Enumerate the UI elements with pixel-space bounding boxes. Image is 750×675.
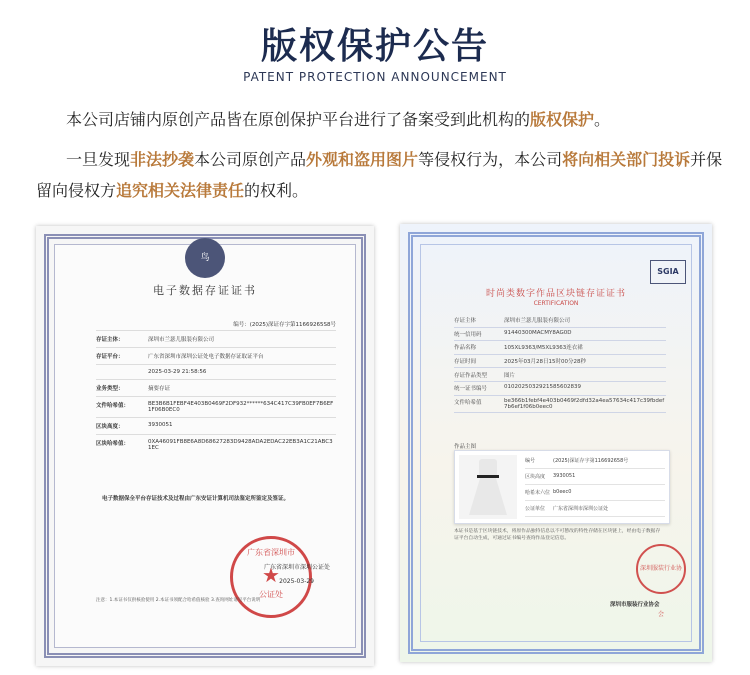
row-key: 作品名称 — [454, 345, 477, 352]
cert-left-footer: 注意：1.本证书仅供核验使用 2.本证书须配合哈希值核验 3.查询网址请见平台说明 — [96, 598, 261, 603]
row-value: 0XA46091FB8E6A8D68627283D9428ADA2EDAC22EB3A1C21ABC31EC — [148, 439, 333, 451]
cert-right-row — [454, 341, 666, 355]
cert-right-subtitle: CERTIFICATION — [533, 300, 579, 307]
cert-right-title: 时尚类数字作品区块链存证证书 — [485, 289, 626, 299]
cert-left-row — [96, 396, 336, 417]
cert-left-number: 编号：(2025)深证存字第11669265S8号 — [233, 322, 336, 328]
row-value: 2025-03-29 21:58:56 — [148, 369, 207, 375]
sgia-logo: SGIA — [650, 260, 686, 284]
dress-belt — [477, 475, 499, 478]
star-icon: ★ — [262, 563, 280, 587]
row-value: 深圳市兰瑟儿服装有限公司 — [504, 318, 571, 325]
p2-t1: 一旦发现 — [66, 150, 131, 169]
p1-text: 本公司店铺内原创产品皆在原创保护平台进行了备案受到此机构的 — [66, 110, 531, 129]
row-value: 图片 — [504, 372, 516, 379]
p2-h2: 外观和盗用图片 — [306, 150, 419, 169]
row-key: 业务类型： — [96, 386, 124, 392]
card-key: 公证单位 — [525, 506, 546, 512]
row-key: 统一证书编号 — [454, 386, 488, 393]
card-row — [525, 469, 665, 485]
p2-h4: 追究相关法律责任 — [116, 181, 245, 200]
cert-right-note: 本证书是基于区块链技术，将原作品独特信息以不可篡改的特性存储在区块链上，经由电子数据存证平台自动生成，可通过证书编号查询作品登记信息。 — [454, 529, 661, 541]
cert-left-row — [96, 379, 336, 396]
cert-left-row — [96, 364, 336, 379]
row-key: 存证主体 — [454, 318, 477, 325]
row-value: 0102025032921585602839 — [504, 384, 581, 391]
cert-right-row — [454, 314, 666, 328]
cert-right-row — [454, 382, 666, 396]
card-value: b0eec0 — [553, 489, 572, 495]
card-row — [525, 453, 665, 469]
p2-h3: 将向相关部门投诉 — [562, 150, 691, 169]
row-value: 2025年03月28日15时00分28秒 — [504, 359, 586, 366]
row-value: 摘要存证 — [148, 386, 171, 392]
cert-left-title: 电子数据存证证书 — [153, 284, 257, 297]
row-key: 存证时间 — [454, 359, 477, 366]
red-official-seal-icon — [230, 536, 312, 618]
electronic-data-certificate — [36, 226, 374, 666]
p2-t4: 并保留向侵权方 — [36, 150, 723, 200]
row-key: 文件哈希值： — [96, 403, 130, 409]
cert-left-date: 2025-03-29 — [279, 578, 314, 585]
row-value: 3930051 — [148, 422, 173, 428]
cert-right-row — [454, 328, 666, 342]
p2-t5: 的权利。 — [244, 181, 309, 200]
cert-left-row — [96, 434, 336, 455]
work-info-card — [454, 450, 670, 524]
card-key: 哈希末六位 — [525, 490, 551, 496]
cert-right-row — [454, 368, 666, 382]
card-row — [525, 485, 665, 501]
card-rows — [525, 453, 665, 517]
p2-t2: 本公司原创产品 — [194, 150, 307, 169]
announcement-paragraph-2 — [36, 144, 726, 206]
card-row — [525, 501, 665, 517]
seal-bottom-text: 公证处 — [259, 590, 283, 599]
blockchain-certificate — [400, 224, 712, 662]
cert-right-rows — [454, 314, 666, 413]
p1-highlight: 版权保护 — [530, 110, 595, 129]
row-key: 存证主体： — [96, 337, 124, 343]
p2-t3: 等侵权行为，本公司 — [418, 150, 563, 169]
card-value: 广东省深圳市深圳公证处 — [553, 506, 609, 512]
row-value: 广东省深圳市深圳公证处电子数据存证取证平台 — [148, 354, 264, 360]
notary-emblem-icon: 鸟 — [185, 238, 225, 278]
p1-end: 。 — [594, 110, 611, 129]
card-key: 编号 — [525, 458, 536, 464]
p2-h1: 非法抄袭 — [130, 150, 195, 169]
cert-left-row — [96, 417, 336, 434]
row-key: 存证作品类型 — [454, 372, 488, 379]
page-title: 版权保护公告 — [260, 26, 489, 67]
card-key: 区块高度 — [525, 474, 546, 480]
dress-top — [479, 459, 497, 475]
row-key — [96, 369, 148, 375]
cert-left-row — [96, 330, 336, 347]
row-value: BE3B6B1FEBF4E403B0469F2DF932******634C417C39FB0EF7B6EF1F06B0EC0 — [148, 401, 334, 413]
row-value: be366b1febf4e403b0469f2dfd32a4ea57634c417c39fbdef7b6ef1f06b0eec0 — [504, 397, 665, 410]
card-value: 3930051 — [553, 473, 576, 479]
card-value: (2025)深证存字第116692658号 — [553, 458, 629, 464]
cert-right-row — [454, 396, 666, 414]
cert-left-org: 广东省深圳市深圳公证处 — [263, 564, 330, 571]
announcement-paragraph-1 — [66, 104, 610, 135]
dress-image — [459, 455, 517, 519]
dress-skirt — [469, 477, 507, 515]
cert-left-rows — [96, 330, 336, 455]
row-value: 深圳市兰瑟儿服装有限公司 — [148, 337, 215, 343]
cert-left-note: 电子数据保全平台存证技术及过程由广东安证计算机司法鉴定所鉴定及签证。 — [102, 496, 290, 502]
work-image-label: 作品主图 — [454, 444, 477, 450]
seal-top-text: 广东省深圳市 — [247, 548, 295, 557]
cert-left-row — [96, 347, 336, 364]
association-seal-icon: 深圳服装行业协会 — [636, 544, 686, 594]
row-key: 存证平台： — [96, 354, 124, 360]
row-key: 区块高度： — [96, 424, 124, 430]
row-value: 105XL9363/M5XL9363连衣裙 — [504, 345, 583, 352]
page-subtitle: PATENT PROTECTION ANNOUNCEMENT — [243, 70, 507, 84]
row-key: 区块哈希值： — [96, 441, 130, 447]
row-value: 91440300MACMY8AG0D — [504, 329, 572, 336]
row-key: 统一信用码 — [454, 331, 482, 338]
cert-right-row — [454, 355, 666, 369]
cert-right-org: 深圳市服装行业协会 — [610, 602, 660, 608]
row-key: 文件哈希值 — [454, 399, 482, 406]
